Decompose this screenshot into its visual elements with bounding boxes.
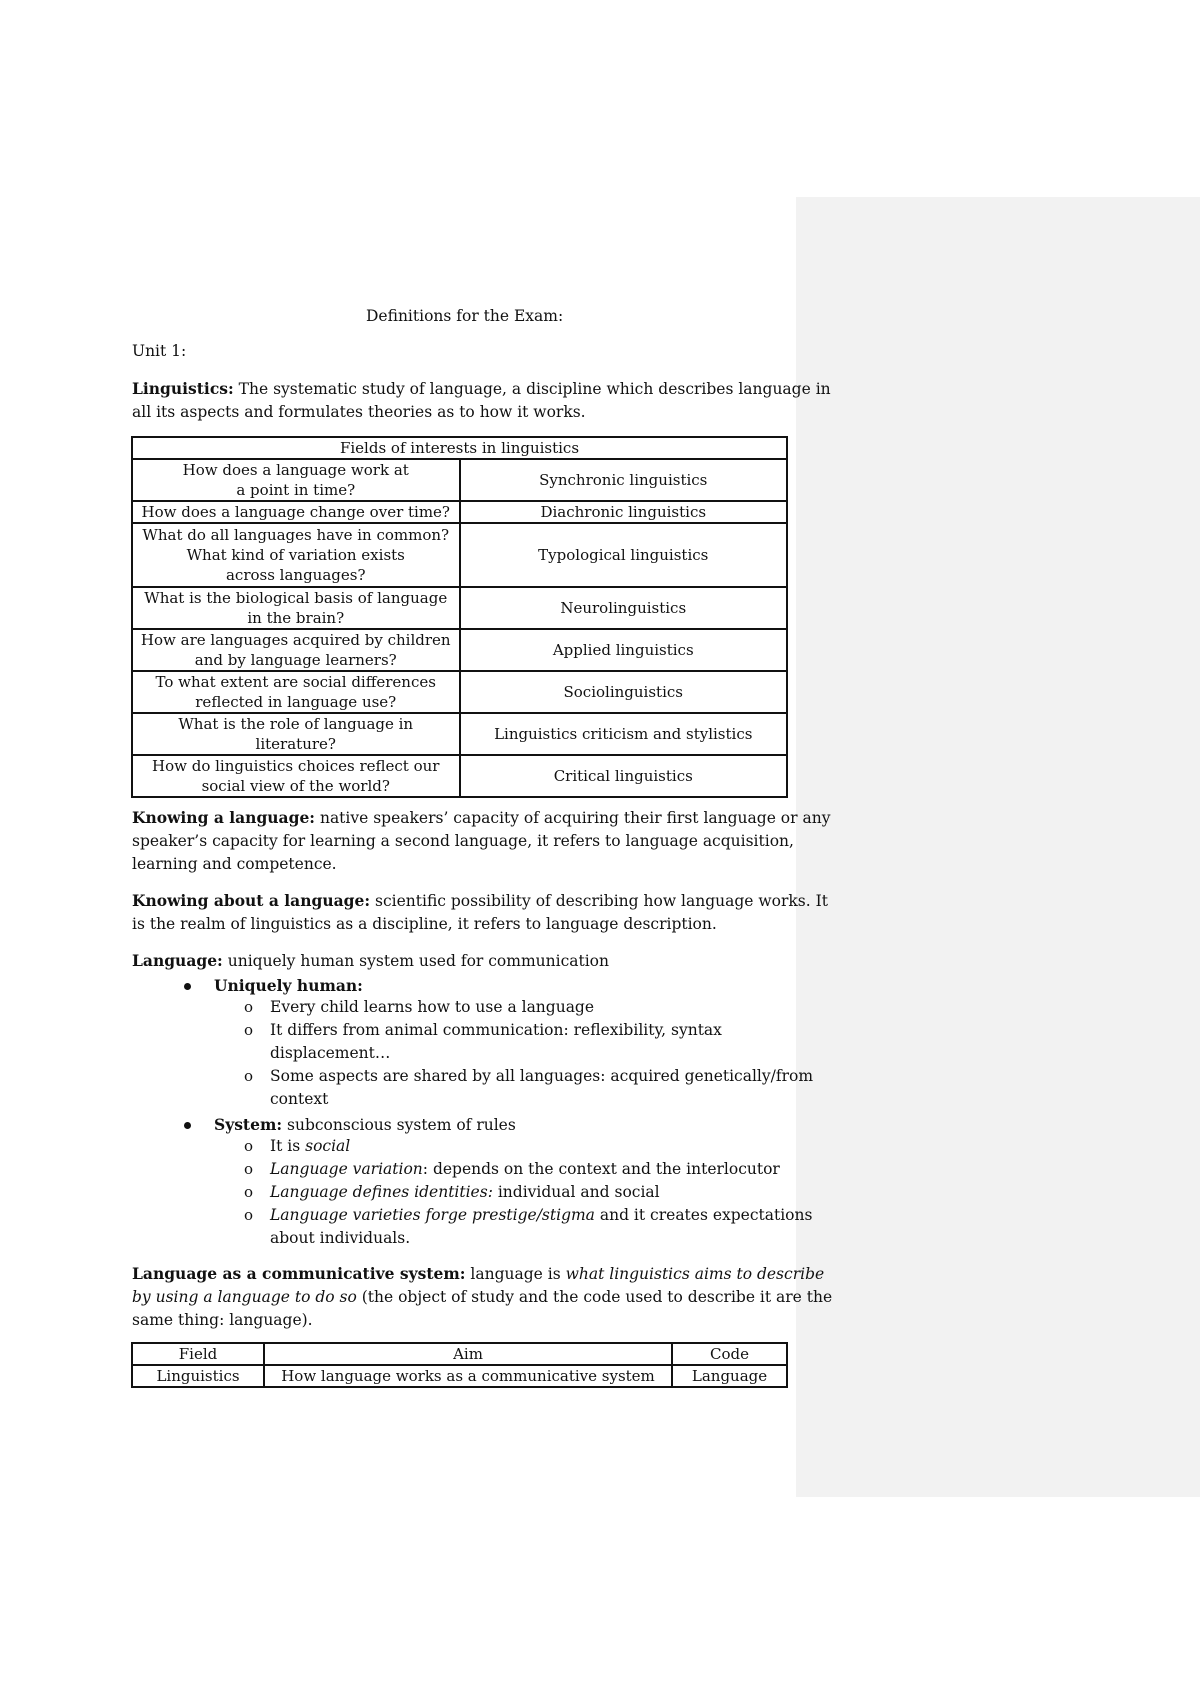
field-cell: Synchronic linguistics — [460, 459, 788, 501]
comment-pane — [796, 197, 1200, 1497]
question-line: across languages? — [225, 566, 366, 584]
bullet-label: System: — [214, 1115, 283, 1134]
table-cell: Linguistics — [132, 1365, 264, 1387]
field-cell: Typological linguistics — [460, 523, 788, 587]
definition-text: all its aspects and formulates theories as to how it works. — [132, 403, 586, 421]
knowing-about-definition — [132, 889, 828, 936]
question-cell — [132, 587, 460, 629]
term: Knowing a language: — [132, 808, 316, 827]
question-line: in the brain? — [247, 609, 345, 627]
definition-text: scientific possibility of describing how language works. It — [370, 892, 828, 910]
linguistics-definition — [132, 377, 831, 424]
table-cell: Language — [672, 1365, 787, 1387]
definition-text: The systematic study of language, a discipline which describes language in — [233, 380, 831, 398]
column-header: Aim — [264, 1343, 672, 1365]
fields-table — [131, 436, 788, 798]
page-title: Definitions for the Exam: — [366, 307, 564, 325]
table-row — [132, 713, 787, 755]
question-line: To what extent are social differences — [155, 673, 436, 691]
question-cell — [132, 523, 460, 587]
question-cell: How does a language change over time? — [132, 501, 460, 523]
definition-text: uniquely human system used for communication — [222, 952, 609, 970]
table-row — [132, 587, 787, 629]
table-header: Fields of interests in linguistics — [132, 437, 787, 459]
question-line: and by language learners? — [194, 651, 397, 669]
question-line: How does a language work at — [182, 461, 409, 479]
definition-text: learning and competence. — [132, 855, 337, 873]
bullet-text: It differs from animal communication: reflexibility, syntax — [270, 1021, 722, 1039]
circle-bullet-icon: o — [244, 1160, 254, 1178]
definition-text: native speakers’ capacity of acquiring their first language or any — [315, 809, 831, 827]
table-cell: How language works as a communicative system — [264, 1365, 672, 1387]
bullet-text: context — [270, 1090, 329, 1108]
circle-bullet-icon: o — [244, 1021, 254, 1039]
field-cell: Applied linguistics — [460, 629, 788, 671]
question-line: What is the biological basis of language — [144, 589, 448, 607]
definition-text: same thing: language). — [132, 1311, 313, 1329]
question-line: reflected in language use? — [195, 693, 397, 711]
circle-bullet-icon: o — [244, 998, 254, 1016]
table-row — [132, 523, 787, 587]
bullet-label: Uniquely human: — [214, 976, 363, 995]
question-line: What kind of variation exists — [186, 546, 405, 564]
question-cell: What is the role of language in literature? — [132, 713, 460, 755]
bullet-text: individual and social — [492, 1183, 660, 1201]
question-line: social view of the world? — [201, 777, 390, 795]
table-row — [132, 755, 787, 797]
column-header: Field — [132, 1343, 264, 1365]
bullet-emphasis: Language defines identities: — [270, 1183, 493, 1201]
circle-bullet-icon: o — [244, 1206, 254, 1224]
definition-text: is the realm of linguistics as a discipline, it refers to language description. — [132, 915, 717, 933]
table-header-row — [132, 1343, 787, 1365]
question-line: How are languages acquired by children — [140, 631, 451, 649]
field-cell: Sociolinguistics — [460, 671, 788, 713]
definition-text: language is — [465, 1265, 566, 1283]
term: Knowing about a language: — [132, 891, 371, 910]
bullet-emphasis: social — [305, 1137, 351, 1155]
table-row — [132, 1365, 787, 1387]
question-cell — [132, 755, 460, 797]
circle-bullet-icon: o — [244, 1067, 254, 1085]
bullet-text: It is — [270, 1137, 306, 1155]
field-cell: Linguistics criticism and stylistics — [460, 713, 788, 755]
definition-text: speaker’s capacity for learning a second language, it refers to language acquisition, — [132, 832, 794, 850]
bullet-dot-icon — [184, 983, 191, 990]
question-cell — [132, 671, 460, 713]
table-row — [132, 671, 787, 713]
unit-label: Unit 1: — [132, 342, 187, 360]
question-line: What do all languages have in common? — [142, 526, 450, 544]
term: Language as a communicative system: — [132, 1264, 466, 1283]
bullet-dot-icon — [184, 1122, 191, 1129]
bullet-text: and it creates expectations — [594, 1206, 813, 1224]
language-definition — [132, 949, 792, 973]
communicative-system-definition — [132, 1262, 833, 1332]
bullet-emphasis: Language variation — [270, 1160, 423, 1178]
table-row — [132, 629, 787, 671]
bullet-emphasis: Language varieties forge prestige/stigma — [270, 1206, 595, 1224]
field-cell: Diachronic linguistics — [460, 501, 788, 523]
bullet-text: Every child learns how to use a language — [270, 998, 595, 1016]
field-cell: Neurolinguistics — [460, 587, 788, 629]
definition-text: (the object of study and the code used to describe it are the — [356, 1288, 833, 1306]
field-cell: Critical linguistics — [460, 755, 788, 797]
column-header: Code — [672, 1343, 787, 1365]
term: Linguistics: — [132, 379, 234, 398]
definition-emphasis: by using a language to do so — [132, 1288, 357, 1306]
question-cell — [132, 629, 460, 671]
bullet-text: subconscious system of rules — [282, 1116, 516, 1134]
knowing-language-definition — [132, 806, 831, 876]
circle-bullet-icon: o — [244, 1137, 254, 1155]
bullet-text: : depends on the context and the interlocutor — [422, 1160, 780, 1178]
table-row — [132, 459, 787, 501]
field-aim-table — [131, 1342, 788, 1388]
table-row — [132, 501, 787, 523]
question-cell — [132, 459, 460, 501]
term: Language: — [132, 951, 223, 970]
question-line: How do linguistics choices reflect our — [152, 757, 440, 775]
circle-bullet-icon: o — [244, 1183, 254, 1201]
definition-emphasis: what linguistics aims to describe — [565, 1265, 825, 1283]
question-line: a point in time? — [236, 481, 356, 499]
bullet-text: about individuals. — [270, 1229, 411, 1247]
bullet-text: displacement… — [270, 1044, 391, 1062]
bullet-text: Some aspects are shared by all languages: acquired genetically/from — [270, 1067, 814, 1085]
